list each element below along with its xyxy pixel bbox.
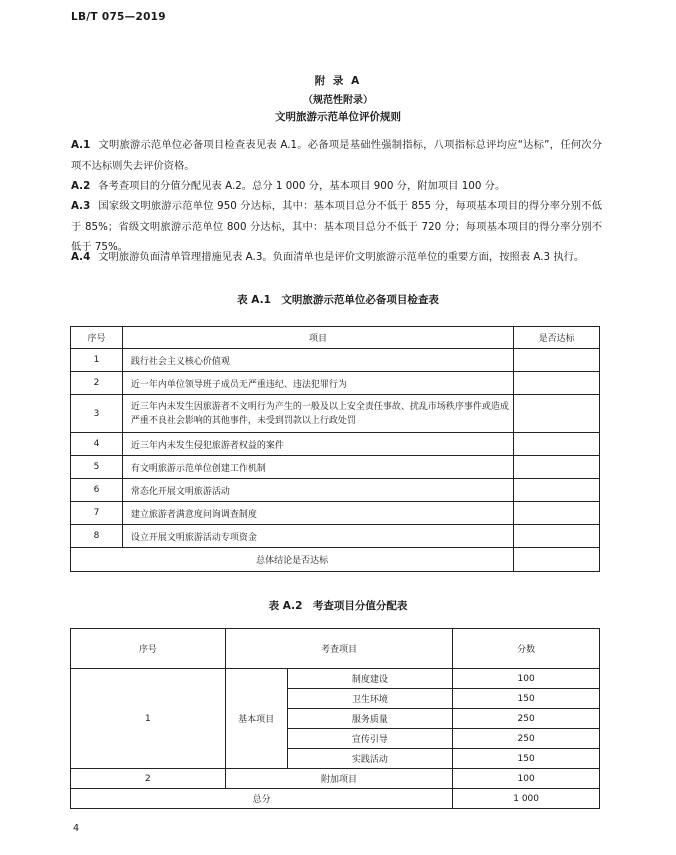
column-header-number: 序号: [71, 327, 123, 349]
paragraph-a1: [71, 135, 602, 176]
table-a1: [70, 326, 600, 572]
table-row: [71, 525, 600, 548]
row-number: 4: [71, 433, 123, 456]
row-number: 2: [71, 372, 123, 395]
document-code: LB/T 075—2019: [71, 11, 166, 23]
row-number: 8: [71, 525, 123, 548]
table-row: [71, 479, 600, 502]
row-number: 6: [71, 479, 123, 502]
table-row: [71, 769, 600, 789]
table-row: [71, 433, 600, 456]
row-item: 设立开展文明旅游活动专项资金: [122, 525, 513, 548]
row-number: 3: [71, 395, 123, 433]
column-header-result: 是否达标: [514, 327, 600, 349]
row-item: 践行社会主义核心价值观: [122, 349, 513, 372]
sub-item-score: 250: [453, 729, 600, 749]
row-result-cell: [514, 502, 600, 525]
sub-item: 卫生环境: [287, 689, 453, 709]
table-row: [71, 669, 600, 689]
group-number: 1: [71, 669, 226, 769]
table-row: [71, 372, 600, 395]
clause-number: A.2: [71, 180, 91, 192]
row-result-cell: [514, 479, 600, 502]
clause-number: A.3: [71, 200, 91, 212]
group-category: 附加项目: [225, 769, 453, 789]
row-result-cell: [514, 372, 600, 395]
appendix-title: 附 录 A: [314, 75, 362, 87]
total-label: 总分: [71, 789, 453, 809]
table-total-row: [71, 789, 600, 809]
table-a2-title: 表 A.2 考查项目分值分配表: [268, 600, 408, 612]
clause-number: A.4: [71, 251, 91, 263]
group-number: 2: [71, 769, 226, 789]
row-item: 近一年内单位领导班子成员无严重违纪、违法犯罪行为: [122, 372, 513, 395]
row-item: 近三年内未发生因旅游者不文明行为产生的一般及以上安全责任事故、扰乱市场秩序事件或造成严重不良社会影响的其他事件，未受到罚款以上行政处罚: [122, 395, 513, 433]
table-row: [71, 502, 600, 525]
paragraph-a4: [71, 247, 602, 268]
row-result-cell: [514, 433, 600, 456]
clause-text: 国家级文明旅游示范单位 950 分达标，其中：基本项目总分不低于 855 分，每项基本项目的得分率分别不低于 85%；省级文明旅游示范单位 800 分达标，其中：基本项目总分不低于 720 分；每项基本项目的得分率分别不低于 75%。: [71, 200, 602, 253]
row-item: 建立旅游者满意度问询调查制度: [122, 502, 513, 525]
column-header-item: 项目: [122, 327, 513, 349]
page-number: 4: [73, 823, 80, 834]
column-header-score: 分数: [453, 629, 600, 669]
row-result-cell: [514, 525, 600, 548]
row-number: 1: [71, 349, 123, 372]
row-item: 常态化开展文明旅游活动: [122, 479, 513, 502]
table-row: [71, 456, 600, 479]
overall-conclusion-label: 总体结论是否达标: [71, 548, 514, 572]
clause-text: 文明旅游示范单位必备项目检查表见表 A.1。必备项是基础性强制指标，八项指标总评均应“达标”，任何次分项不达标则失去评价资格。: [71, 139, 602, 172]
sub-item-score: 100: [453, 769, 600, 789]
table-footer-row: [71, 548, 600, 572]
appendix-heading: 文明旅游示范单位评价规则: [275, 111, 401, 123]
table-row: [71, 395, 600, 433]
row-number: 7: [71, 502, 123, 525]
group-category: 基本项目: [225, 669, 287, 769]
clause-number: A.1: [71, 139, 91, 151]
sub-item: 宣传引导: [287, 729, 453, 749]
sub-item-score: 150: [453, 689, 600, 709]
sub-item: 实践活动: [287, 749, 453, 769]
column-header-number: 序号: [71, 629, 226, 669]
clause-text: 各考查项目的分值分配见表 A.2。总分 1 000 分，基本项目 900 分，附加项目 100 分。: [98, 180, 506, 192]
row-number: 5: [71, 456, 123, 479]
sub-item: 制度建设: [287, 669, 453, 689]
row-result-cell: [514, 456, 600, 479]
column-header-item: 考查项目: [225, 629, 453, 669]
clause-text: 文明旅游负面清单管理措施见表 A.3。负面清单也是评价文明旅游示范单位的重要方面，按照表 A.3 执行。: [98, 251, 585, 263]
overall-conclusion-result: [514, 548, 600, 572]
table-a1-title: 表 A.1 文明旅游示范单位必备项目检查表: [237, 294, 439, 306]
row-item: 近三年内未发生侵犯旅游者权益的案件: [122, 433, 513, 456]
total-score: 1 000: [453, 789, 600, 809]
sub-item-score: 100: [453, 669, 600, 689]
row-result-cell: [514, 395, 600, 433]
row-result-cell: [514, 349, 600, 372]
appendix-subtitle: （规范性附录）: [303, 95, 373, 106]
table-a2: [70, 628, 600, 809]
table-header-row: [71, 327, 600, 349]
sub-item-score: 150: [453, 749, 600, 769]
row-item: 有文明旅游示范单位创建工作机制: [122, 456, 513, 479]
table-header-row: [71, 629, 600, 669]
sub-item: 服务质量: [287, 709, 453, 729]
paragraph-a2: [71, 176, 602, 197]
sub-item-score: 250: [453, 709, 600, 729]
table-row: [71, 349, 600, 372]
